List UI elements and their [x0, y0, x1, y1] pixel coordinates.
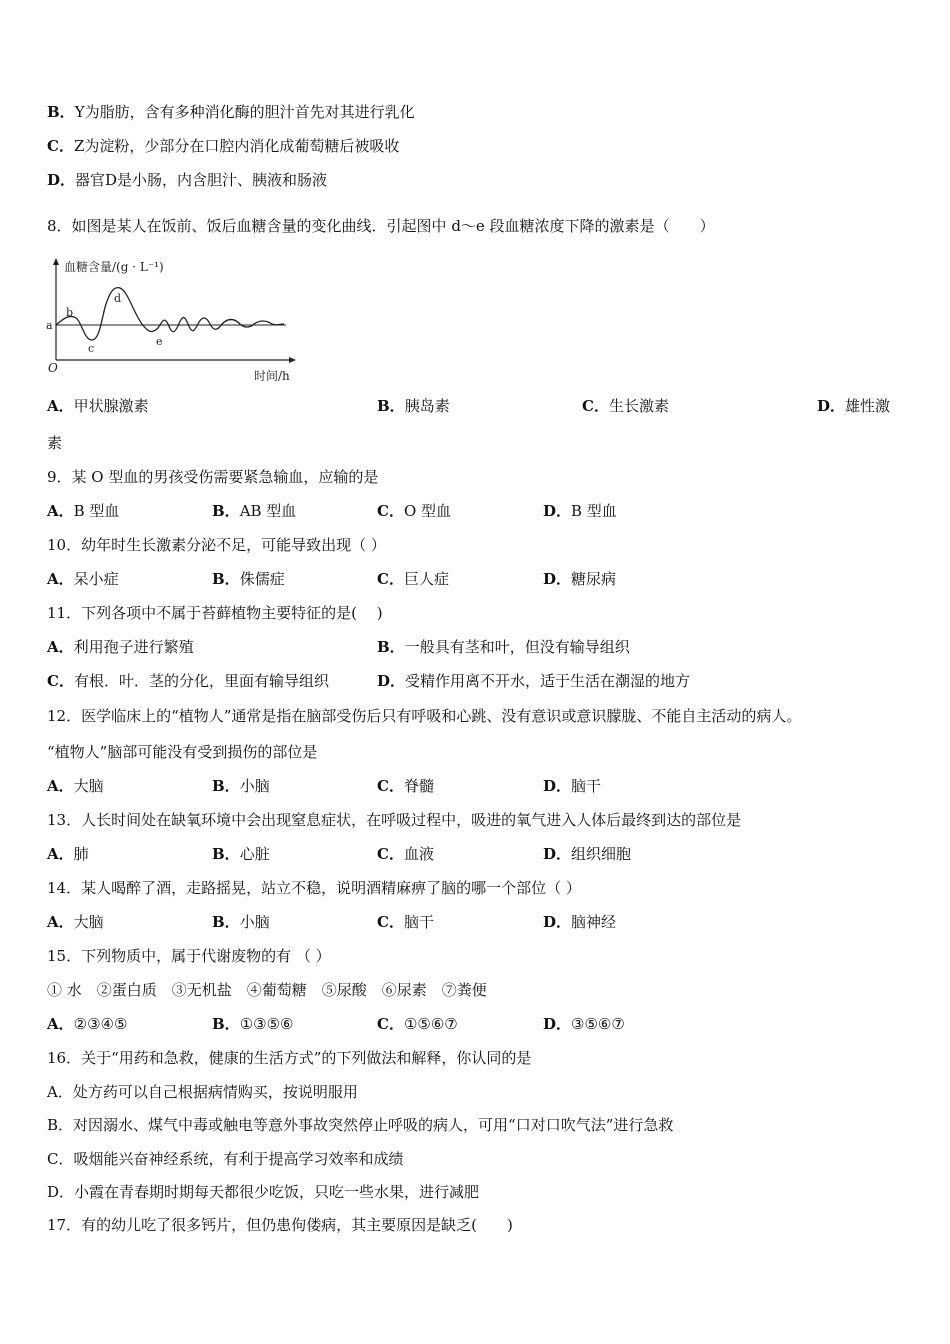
blood-sugar-graph [44, 256, 304, 386]
y-axis-arrow [53, 258, 59, 265]
q13-option-b: B．心脏 [212, 845, 270, 863]
q15-option-b: B．①③⑤⑥ [212, 1015, 294, 1033]
q8-stem: 8．如图是某人在饭前、饭后血糖含量的变化曲线．引起图中 d～e 段血糖浓度下降的激素是（ ） [47, 217, 715, 235]
q8-option-d: D．雄性激 [817, 397, 891, 415]
graph-origin: O [48, 361, 58, 375]
x-axis-arrow [289, 357, 296, 363]
q13-option-c: C．血液 [377, 845, 434, 863]
q13-option-d: D．组织细胞 [543, 845, 632, 863]
q9-option-c: C．O 型血 [377, 502, 452, 520]
q10-option-a: A．呆小症 [47, 570, 119, 588]
q16-option-d: D．小霞在青春期时期每天都很少吃饭，只吃一些水果，进行减肥 [47, 1183, 480, 1201]
q12-stem-line2: “植物人”脑部可能没有受到损伤的部位是 [47, 743, 318, 761]
q14-option-a: A．大脑 [47, 913, 104, 931]
q14-option-b: B．小脑 [212, 913, 270, 931]
q16-option-c: C．吸烟能兴奋神经系统，有利于提高学习效率和成绩 [47, 1150, 404, 1168]
q11-option-b: B．一般具有茎和叶，但没有输导组织 [377, 638, 630, 656]
q12-stem-line1: 12．医学临床上的“植物人”通常是指在脑部受伤后只有呼吸和心跳、没有意识或意识朦胧、不能自主活动的病人。 [47, 707, 802, 725]
q13-option-a: A．肺 [47, 845, 89, 863]
q11-option-a: A．利用孢子进行繁殖 [47, 638, 194, 656]
q16-stem: 16．关于“用药和急救，健康的生活方式”的下列做法和解释，你认同的是 [47, 1049, 532, 1067]
graph-point-c: c [88, 342, 95, 355]
blood-sugar-curve [56, 288, 284, 340]
q12-option-b: B．小脑 [212, 777, 270, 795]
q7-option-d: D．器官D是小肠，内含胆汁、胰液和肠液 [47, 171, 328, 189]
graph-point-b: b [66, 306, 74, 319]
q10-option-b: B．侏儒症 [212, 570, 285, 588]
q7-option-c: C．Z为淀粉，少部分在口腔内消化成葡萄糖后被吸收 [47, 137, 400, 155]
q15-items: ① 水 ②蛋白质 ③无机盐 ④葡萄糖 ⑤尿酸 ⑥尿素 ⑦粪便 [47, 981, 487, 999]
q11-option-d: D．受精作用离不开水，适于生活在潮湿的地方 [377, 672, 691, 690]
q10-option-d: D．糖尿病 [543, 570, 617, 588]
q14-option-c: C．脑干 [377, 913, 434, 931]
q10-option-c: C．巨人症 [377, 570, 449, 588]
q8-option-b: B．胰岛素 [377, 397, 450, 415]
q15-stem: 15．下列物质中，属于代谢废物的有 （ ） [47, 947, 331, 965]
q15-option-c: C．①⑤⑥⑦ [377, 1015, 458, 1033]
q11-stem: 11．下列各项中不属于苔藓植物主要特征的是( ) [47, 604, 383, 622]
q15-option-a: A．②③④⑤ [47, 1015, 128, 1033]
q10-stem: 10．幼年时生长激素分泌不足，可能导致出现（ ） [47, 536, 386, 554]
q16-option-a: A．处方药可以自己根据病情购买，按说明服用 [47, 1083, 358, 1101]
q9-option-d: D．B 型血 [543, 502, 617, 520]
q12-option-d: D．脑干 [543, 777, 602, 795]
graph-ylabel: 血糖含量/(g · L⁻¹) [64, 260, 164, 274]
q8-option-a: A．甲状腺激素 [47, 397, 149, 415]
q7-option-b: B．Y为脂肪，含有多种消化酶的胆汁首先对其进行乳化 [47, 103, 415, 121]
q9-option-b: B．AB 型血 [212, 502, 297, 520]
q17-stem: 17．有的幼儿吃了很多钙片，但仍患佝偻病，其主要原因是缺乏( ) [47, 1216, 513, 1234]
q9-stem: 9．某 O 型血的男孩受伤需要紧急输血，应输的是 [47, 468, 379, 486]
q9-option-a: A．B 型血 [47, 502, 120, 520]
graph-point-d: d [114, 292, 122, 305]
q13-stem: 13．人长时间处在缺氧环境中会出现窒息症状，在呼吸过程中，吸进的氧气进入人体后最终到达的部位是 [47, 811, 742, 829]
q15-option-d: D．③⑤⑥⑦ [543, 1015, 625, 1033]
q8-option-c: C．生长激素 [582, 397, 669, 415]
q12-option-a: A．大脑 [47, 777, 104, 795]
q8-option-d-wrap: 素 [47, 434, 63, 452]
graph-point-e: e [156, 335, 163, 348]
q12-option-c: C．脊髓 [377, 777, 434, 795]
graph-xlabel: 时间/h [254, 369, 290, 383]
q16-option-b: B．对因溺水、煤气中毒或触电等意外事故突然停止呼吸的病人，可用“口对口吹气法”进行急救 [47, 1116, 674, 1134]
q14-option-d: D．脑神经 [543, 913, 617, 931]
graph-point-a: a [46, 319, 53, 332]
q11-option-c: C．有根．叶．茎的分化，里面有输导组织 [47, 672, 329, 690]
q14-stem: 14．某人喝醉了酒，走路摇晃，站立不稳，说明酒精麻痹了脑的哪一个部位（ ） [47, 879, 581, 897]
